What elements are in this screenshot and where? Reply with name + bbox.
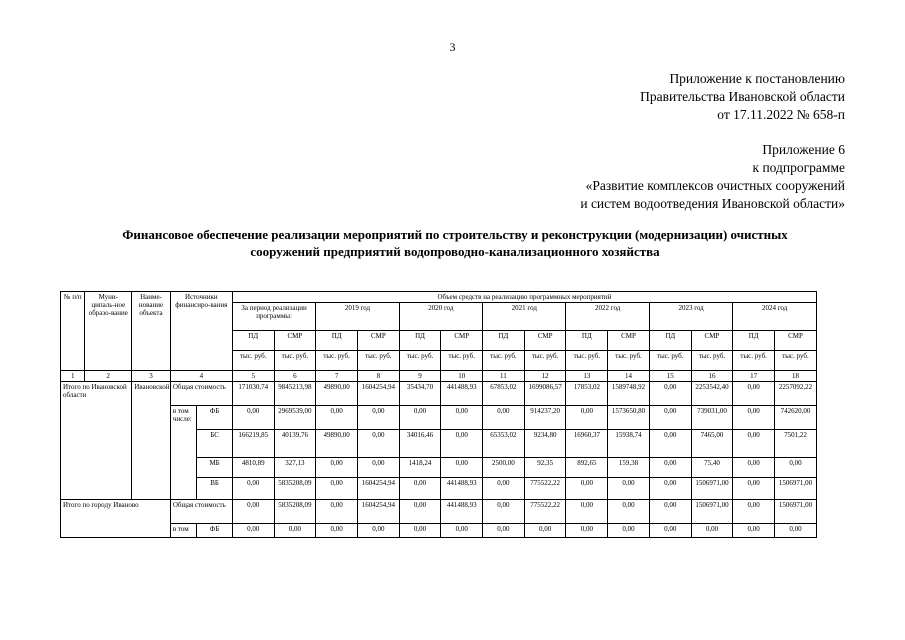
value-cell: 0,00 <box>649 430 691 458</box>
source-cell: ФБ <box>197 406 233 430</box>
header-unit: тыс. руб. <box>691 351 733 371</box>
value-cell: 0,00 <box>649 478 691 500</box>
financing-table <box>60 291 817 538</box>
header-sources: Источники финансиро-вания <box>170 292 232 371</box>
value-cell: 16960,37 <box>566 430 608 458</box>
source-cell: ВБ <box>197 478 233 500</box>
column-number: 17 <box>733 371 775 382</box>
value-cell: 171030,74 <box>232 382 274 406</box>
header-unit: тыс. руб. <box>357 351 399 371</box>
value-cell: 0,00 <box>608 478 650 500</box>
value-cell: 0,00 <box>274 524 316 538</box>
header-smr: СМР <box>691 331 733 351</box>
header-year: 2023 год <box>649 303 732 331</box>
value-cell: 1506971,00 <box>775 478 817 500</box>
table-row <box>61 382 817 406</box>
value-cell: 4810,89 <box>232 458 274 478</box>
value-cell: 5835208,09 <box>274 500 316 524</box>
header-pd: ПД <box>232 331 274 351</box>
source-cell: Общая стоимость <box>170 382 232 406</box>
source-cell: ФБ <box>197 524 233 538</box>
value-cell: 2500,00 <box>483 458 525 478</box>
header-unit: тыс. руб. <box>649 351 691 371</box>
value-cell: 0,00 <box>524 524 566 538</box>
value-cell: 0,00 <box>733 382 775 406</box>
value-cell: 0,00 <box>232 524 274 538</box>
annex-subprogram-line: «Развитие комплексов очистных сооружений <box>585 178 845 193</box>
page-number: 3 <box>449 40 456 54</box>
value-cell: 0,00 <box>316 406 358 430</box>
column-number: 4 <box>170 371 232 382</box>
header-year: 2020 год <box>399 303 482 331</box>
column-number: 16 <box>691 371 733 382</box>
header-unit: тыс. руб. <box>733 351 775 371</box>
value-cell: 739031,00 <box>691 406 733 430</box>
including-label: в том числе: <box>170 406 196 500</box>
value-cell: 0,00 <box>316 500 358 524</box>
annex-subprogram-line: и систем водоотведения Ивановской области» <box>580 196 845 211</box>
value-cell: 0,00 <box>232 478 274 500</box>
value-cell: 34016,46 <box>399 430 441 458</box>
column-number: 2 <box>85 371 132 382</box>
value-cell: 0,00 <box>733 524 775 538</box>
value-cell: 0,00 <box>733 478 775 500</box>
value-cell: 0,00 <box>566 478 608 500</box>
value-cell: 0,00 <box>483 478 525 500</box>
value-cell: 0,00 <box>608 524 650 538</box>
table-row <box>61 500 817 524</box>
header-no: № п/п <box>61 292 85 371</box>
value-cell: 0,00 <box>733 430 775 458</box>
source-cell: Общая стоимость <box>170 500 232 524</box>
value-cell: 0,00 <box>649 458 691 478</box>
header-pd: ПД <box>566 331 608 351</box>
value-cell: 0,00 <box>733 458 775 478</box>
value-cell: 0,00 <box>649 406 691 430</box>
value-cell: 914237,20 <box>524 406 566 430</box>
value-cell: 0,00 <box>441 406 483 430</box>
value-cell: 0,00 <box>733 500 775 524</box>
value-cell: 49890,00 <box>316 430 358 458</box>
header-unit: тыс. руб. <box>399 351 441 371</box>
value-cell: 0,00 <box>316 458 358 478</box>
value-cell: 0,00 <box>441 524 483 538</box>
value-cell: 1506971,00 <box>691 478 733 500</box>
value-cell: 0,00 <box>566 524 608 538</box>
value-cell: 0,00 <box>775 458 817 478</box>
value-cell: 0,00 <box>691 524 733 538</box>
value-cell: 0,00 <box>316 478 358 500</box>
value-cell: 65353,02 <box>483 430 525 458</box>
value-cell: 0,00 <box>441 458 483 478</box>
column-number: 10 <box>441 371 483 382</box>
header-smr: СМР <box>608 331 650 351</box>
value-cell: 1506971,00 <box>691 500 733 524</box>
column-number: 8 <box>357 371 399 382</box>
value-cell: 35434,70 <box>399 382 441 406</box>
value-cell: 15938,74 <box>608 430 650 458</box>
header-smr: СМР <box>441 331 483 351</box>
value-cell: 0,00 <box>608 500 650 524</box>
value-cell: 0,00 <box>566 406 608 430</box>
value-cell: 441488,93 <box>441 478 483 500</box>
header-smr: СМР <box>274 331 316 351</box>
value-cell: 775522,22 <box>524 500 566 524</box>
value-cell: 1604254,94 <box>357 382 399 406</box>
header-pd: ПД <box>399 331 441 351</box>
header-pd: ПД <box>483 331 525 351</box>
value-cell: 327,13 <box>274 458 316 478</box>
value-cell: 0,00 <box>232 500 274 524</box>
row-label: Итого по Ивановской области <box>61 382 132 500</box>
column-number: 15 <box>649 371 691 382</box>
value-cell: 1589748,92 <box>608 382 650 406</box>
header-unit: тыс. руб. <box>316 351 358 371</box>
value-cell: 0,00 <box>649 500 691 524</box>
value-cell: 0,00 <box>483 500 525 524</box>
value-cell: 7465,00 <box>691 430 733 458</box>
value-cell: 2969539,00 <box>274 406 316 430</box>
column-number: 1 <box>61 371 85 382</box>
value-cell: 92,35 <box>524 458 566 478</box>
value-cell: 159,38 <box>608 458 650 478</box>
title-line: сооружений предприятий водопроводно-канализационного хозяйства <box>250 244 660 259</box>
value-cell: 0,00 <box>399 478 441 500</box>
value-cell: 9845213,98 <box>274 382 316 406</box>
column-number: 14 <box>608 371 650 382</box>
header-year: 2021 год <box>483 303 566 331</box>
value-cell: 40139,76 <box>274 430 316 458</box>
value-cell: 0,00 <box>399 524 441 538</box>
header-year: 2022 год <box>566 303 649 331</box>
value-cell: 0,00 <box>399 500 441 524</box>
header-unit: тыс. руб. <box>608 351 650 371</box>
document-title <box>40 226 870 260</box>
header-period: За период реализации программы: <box>232 303 315 331</box>
header-pd: ПД <box>649 331 691 351</box>
value-cell: 5835208,09 <box>274 478 316 500</box>
value-cell: 1699086,57 <box>524 382 566 406</box>
header-pd: ПД <box>733 331 775 351</box>
annex-decree-block <box>640 70 845 124</box>
value-cell: 0,00 <box>649 524 691 538</box>
value-cell: 1506971,00 <box>775 500 817 524</box>
row-label: Итого по городу Иваново <box>61 500 171 538</box>
value-cell: 2257092,22 <box>775 382 817 406</box>
annex-subprogram-line: к подпрограмме <box>752 160 845 175</box>
table-row <box>61 524 817 538</box>
value-cell: 0,00 <box>775 524 817 538</box>
header-unit: тыс. руб. <box>775 351 817 371</box>
source-cell: БС <box>197 430 233 458</box>
value-cell: 67853,02 <box>483 382 525 406</box>
header-object: Наиме-нование объекта <box>132 292 171 371</box>
value-cell: 0,00 <box>483 524 525 538</box>
header-volume: Объем средств на реализацию программных мероприятий <box>232 292 816 303</box>
column-number: 3 <box>132 371 171 382</box>
value-cell: 742620,00 <box>775 406 817 430</box>
value-cell: 0,00 <box>232 406 274 430</box>
header-unit: тыс. руб. <box>232 351 274 371</box>
annex-subprogram-line: Приложение 6 <box>762 142 845 157</box>
value-cell: 1604254,94 <box>357 478 399 500</box>
value-cell: 2253542,40 <box>691 382 733 406</box>
value-cell: 1604254,94 <box>357 500 399 524</box>
column-number: 6 <box>274 371 316 382</box>
value-cell: 0,00 <box>733 406 775 430</box>
value-cell: 892,65 <box>566 458 608 478</box>
title-line: Финансовое обеспечение реализации мероприятий по строительству и реконструкции (модернизации) очистных <box>122 227 788 242</box>
annex-subprogram-block <box>580 141 845 213</box>
value-cell: 0,00 <box>399 406 441 430</box>
including-label: в том <box>170 524 196 538</box>
column-number: 13 <box>566 371 608 382</box>
header-unit: тыс. руб. <box>274 351 316 371</box>
value-cell: 0,00 <box>357 524 399 538</box>
value-cell: 441488,93 <box>441 382 483 406</box>
header-year: 2024 год <box>733 303 817 331</box>
value-cell: 0,00 <box>316 524 358 538</box>
annex-decree-line: от 17.11.2022 № 658-п <box>717 107 845 122</box>
value-cell: 49890,00 <box>316 382 358 406</box>
header-unit: тыс. руб. <box>483 351 525 371</box>
value-cell: 1573650,80 <box>608 406 650 430</box>
row-object: Ивановской <box>132 382 171 500</box>
header-year: 2019 год <box>316 303 399 331</box>
value-cell: 7501,22 <box>775 430 817 458</box>
column-number: 5 <box>232 371 274 382</box>
column-number: 12 <box>524 371 566 382</box>
header-unit: тыс. руб. <box>441 351 483 371</box>
header-municipality: Муни-ципаль-ное образо-вание <box>85 292 132 371</box>
header-smr: СМР <box>357 331 399 351</box>
value-cell: 17853,02 <box>566 382 608 406</box>
value-cell: 166219,85 <box>232 430 274 458</box>
column-number: 18 <box>775 371 817 382</box>
value-cell: 0,00 <box>357 430 399 458</box>
value-cell: 0,00 <box>566 500 608 524</box>
header-unit: тыс. руб. <box>524 351 566 371</box>
value-cell: 0,00 <box>357 458 399 478</box>
value-cell: 0,00 <box>441 430 483 458</box>
table-row <box>61 406 817 430</box>
value-cell: 441488,93 <box>441 500 483 524</box>
annex-decree-line: Правительства Ивановской области <box>640 89 845 104</box>
header-smr: СМР <box>524 331 566 351</box>
header-pd: ПД <box>316 331 358 351</box>
header-unit: тыс. руб. <box>566 351 608 371</box>
value-cell: 0,00 <box>649 382 691 406</box>
annex-decree-line: Приложение к постановлению <box>669 71 845 86</box>
column-number: 7 <box>316 371 358 382</box>
column-number: 11 <box>483 371 525 382</box>
value-cell: 0,00 <box>357 406 399 430</box>
value-cell: 9234,80 <box>524 430 566 458</box>
source-cell: МБ <box>197 458 233 478</box>
value-cell: 1418,24 <box>399 458 441 478</box>
value-cell: 0,00 <box>483 406 525 430</box>
value-cell: 775522,22 <box>524 478 566 500</box>
column-number: 9 <box>399 371 441 382</box>
value-cell: 75,40 <box>691 458 733 478</box>
header-smr: СМР <box>775 331 817 351</box>
